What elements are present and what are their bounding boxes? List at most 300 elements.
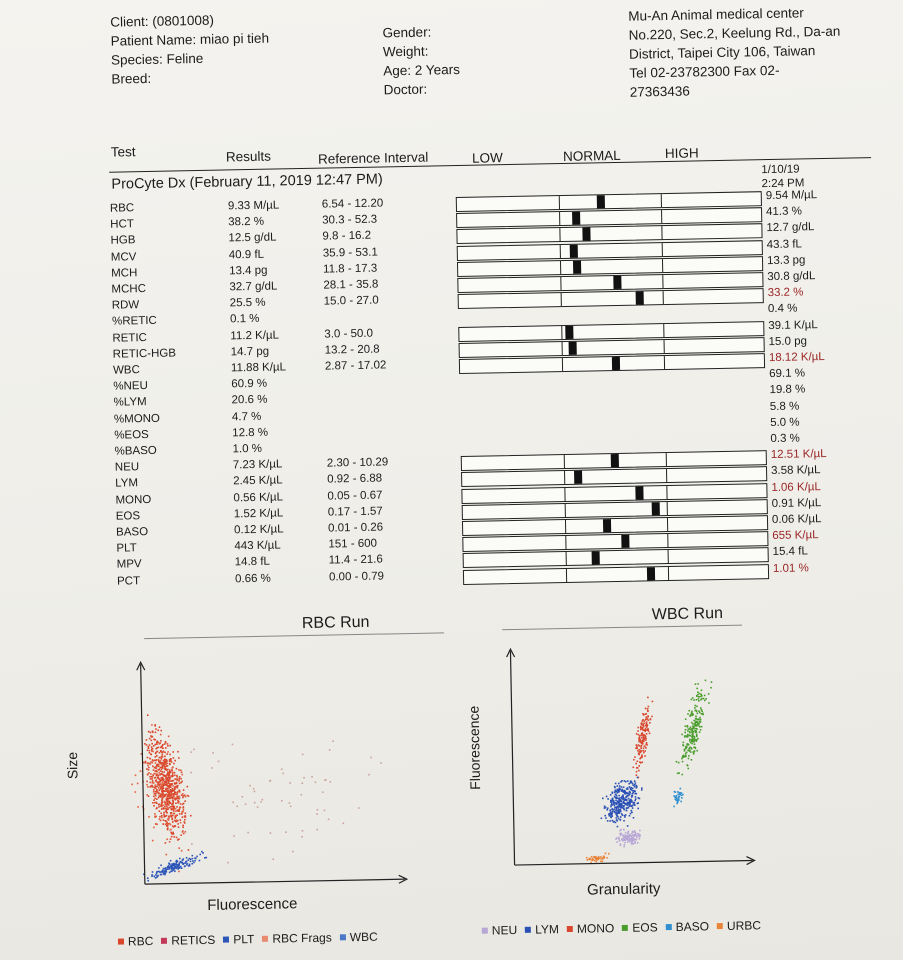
mono-cluster-dot (643, 720, 645, 722)
urbc-cluster-dot (600, 856, 602, 858)
rbc-cluster-dot (161, 800, 163, 802)
rbc-cluster-dot (155, 802, 157, 804)
eos-cluster-dot (701, 690, 703, 692)
lym-cluster-dot (611, 792, 613, 794)
rbc-cluster-dot (168, 815, 170, 817)
lym-cluster-dot (615, 813, 617, 815)
row-previous: 9.54 M/µL (765, 189, 818, 203)
rbc-cluster-dot (151, 724, 153, 726)
rbc-cluster-dot (160, 783, 162, 785)
mono-cluster-dot (634, 756, 636, 758)
plt-cluster-dot (170, 871, 172, 873)
eos-cluster-dot (684, 732, 686, 734)
eos-cluster-dot (693, 741, 695, 743)
eos-cluster-dot (681, 758, 683, 760)
lym-cluster-dot (615, 800, 617, 802)
plt-cluster-dot (186, 857, 188, 859)
eos-cluster-dot (701, 709, 703, 711)
row-result: 40.9 fL (228, 248, 265, 262)
rbc-cluster-dot (170, 786, 172, 788)
mono-cluster-dot (640, 741, 642, 743)
baso-cluster-dot (682, 794, 684, 796)
row-test-name: MCHC (111, 283, 147, 296)
lym-cluster-dot (619, 819, 621, 821)
row-result: 60.9 % (231, 377, 268, 391)
row-previous: 1.01 % (772, 561, 809, 575)
scatter-noise-dot (380, 762, 382, 764)
rbc-cluster-dot (172, 772, 174, 774)
mono-cluster-dot (635, 763, 637, 765)
plt-cluster-dot (179, 862, 181, 864)
rbc-cluster-dot (153, 789, 155, 791)
rbc-cluster-dot (155, 752, 157, 754)
rbc-cluster-dot (155, 732, 157, 734)
rbc-cluster-dot (135, 774, 137, 776)
rbc-cluster-dot (151, 740, 153, 742)
mono-cluster-dot (642, 725, 644, 727)
eos-cluster-dot (700, 699, 702, 701)
rbc-cluster-dot (167, 781, 169, 783)
rbc-cluster-dot (156, 759, 158, 761)
rbc-cluster-dot (153, 799, 155, 801)
plt-cluster-dot (186, 864, 188, 866)
mono-cluster-dot (643, 726, 645, 728)
eos-cluster-dot (698, 698, 700, 700)
eos-cluster-dot (694, 707, 696, 709)
scatter-noise-dot (249, 785, 251, 787)
rbc-cluster-dot (166, 821, 168, 823)
rbc-cluster-dot (169, 775, 171, 777)
urbc-cluster-dot (596, 859, 598, 861)
lym-cluster-dot (622, 795, 624, 797)
mono-cluster-dot (642, 761, 644, 763)
result-marker (647, 567, 655, 580)
plt-cluster-dot (151, 874, 153, 876)
eos-cluster-dot (691, 711, 693, 713)
rbc-cluster-dot (140, 770, 142, 772)
rbc-cluster-dot (151, 746, 153, 748)
scatter-noise-dot (328, 818, 330, 820)
rbc-cluster-dot (157, 729, 159, 731)
rbc-cluster-dot (159, 757, 161, 759)
rbc-cluster-dot (152, 802, 154, 804)
eos-cluster-dot (698, 710, 700, 712)
mono-cluster-dot (646, 721, 648, 723)
range-divider (559, 212, 560, 225)
lym-cluster-dot (615, 822, 617, 824)
rbc-cluster-dot (147, 786, 149, 788)
rbc-cluster-dot (149, 776, 151, 778)
eos-cluster-dot (700, 729, 702, 731)
rbc-cluster-dot (153, 827, 155, 829)
baso-cluster-dot (680, 788, 682, 790)
plt-cluster-dot (167, 868, 169, 870)
mono-cluster-dot (637, 730, 639, 732)
lym-cluster-dot (611, 800, 613, 802)
plt-cluster-dot (189, 858, 191, 860)
rbc-legend-label: PLT (233, 932, 255, 947)
rbc-cluster-dot (155, 767, 157, 769)
lym-cluster-dot (636, 787, 638, 789)
baso-cluster-dot (676, 803, 678, 805)
rbc-cluster-dot (164, 790, 166, 792)
plt-cluster-dot (192, 855, 194, 857)
range-divider (667, 518, 668, 531)
scatter-noise-dot (322, 791, 324, 793)
baso-cluster-dot (676, 797, 678, 799)
lym-cluster-dot (616, 808, 618, 810)
rbc-cluster-dot (172, 783, 174, 785)
gender: Gender: (382, 24, 432, 41)
eos-cluster-dot (699, 693, 701, 695)
neu-cluster-dot (625, 836, 627, 838)
rbc-cluster-dot (159, 779, 161, 781)
lym-cluster-dot (637, 802, 639, 804)
lym-cluster-dot (625, 781, 627, 783)
rbc-cluster-dot (175, 792, 177, 794)
eos-cluster-dot (699, 719, 701, 721)
neu-cluster-dot (631, 836, 633, 838)
rbc-cluster-dot (179, 783, 181, 785)
rbc-run-scatter (110, 639, 415, 905)
lym-cluster-dot (629, 815, 631, 817)
rbc-cluster-dot (174, 787, 176, 789)
mono-cluster-dot (636, 733, 638, 735)
rbc-cluster-dot (146, 739, 148, 741)
rbc-cluster-dot (172, 790, 174, 792)
lym-cluster-dot (627, 802, 629, 804)
lym-cluster-dot (627, 780, 629, 782)
lym-cluster-dot (616, 820, 618, 822)
plt-cluster-dot (157, 875, 159, 877)
eos-cluster-dot (708, 702, 710, 704)
rbc-cluster-dot (159, 726, 161, 728)
eos-cluster-dot (692, 727, 694, 729)
lym-cluster-dot (633, 804, 635, 806)
lym-cluster-dot (606, 796, 608, 798)
plt-cluster-dot (194, 860, 196, 862)
scatter-noise-dot (257, 806, 259, 808)
rbc-cluster-dot (153, 769, 155, 771)
lym-cluster-dot (631, 781, 633, 783)
lym-cluster-dot (641, 787, 643, 789)
rbc-cluster-dot (172, 766, 174, 768)
wbc-legend-item (482, 923, 522, 938)
range-divider (565, 520, 566, 533)
clinic-address-line1: No.220, Sec.2, Keelung Rd., Da-an (628, 23, 841, 43)
plt-cluster-dot (155, 877, 157, 879)
lym-cluster-dot (617, 826, 619, 828)
plt-cluster-dot (178, 864, 180, 866)
eos-cluster-dot (696, 695, 698, 697)
range-divider (564, 488, 565, 501)
rbc-cluster-dot (165, 842, 167, 844)
row-test-name: BASO (116, 526, 149, 539)
lym-cluster-dot (619, 788, 621, 790)
row-reference: 0.00 - 0.79 (328, 570, 385, 584)
row-test-name: RBC (109, 202, 135, 215)
eos-cluster-dot (694, 737, 696, 739)
mono-cluster-dot (639, 751, 641, 753)
rbc-cluster-dot (178, 779, 180, 781)
lym-cluster-dot (616, 785, 618, 787)
baso-cluster-dot (675, 795, 677, 797)
eos-cluster-dot (701, 710, 703, 712)
neu-cluster-dot (634, 841, 636, 843)
rbc-cluster-dot (172, 751, 174, 753)
rbc-cluster-dot (149, 750, 151, 752)
lym-cluster-dot (611, 804, 613, 806)
eos-cluster-dot (699, 717, 701, 719)
mono-cluster-dot (646, 717, 648, 719)
lym-cluster-dot (617, 807, 619, 809)
lym-cluster-dot (621, 803, 623, 805)
rbc-cluster-dot (158, 792, 160, 794)
eos-cluster-dot (691, 743, 693, 745)
rbc-cluster-dot (180, 778, 182, 780)
plt-cluster-dot (170, 860, 172, 862)
doctor: Doctor: (383, 81, 428, 98)
neu-cluster-dot (634, 842, 636, 844)
rbc-cluster-dot (171, 805, 173, 807)
rbc-cluster-dot (154, 725, 156, 727)
mono-cluster-dot (638, 765, 640, 767)
plt-cluster-dot (191, 863, 193, 865)
lym-cluster-dot (612, 811, 614, 813)
lym-cluster-dot (629, 802, 631, 804)
lym-cluster-dot (610, 794, 612, 796)
wbc-y-axis (510, 651, 514, 865)
plt-cluster-dot (152, 871, 154, 873)
mono-cluster-dot (643, 723, 645, 725)
result-marker (603, 519, 611, 532)
rbc-cluster-dot (185, 812, 187, 814)
rbc-cluster-dot (175, 808, 177, 810)
lym-cluster-dot (627, 787, 629, 789)
range-divider (561, 293, 562, 306)
lym-cluster-dot (625, 792, 627, 794)
rbc-cluster-dot (174, 775, 176, 777)
rbc-cluster-dot (157, 784, 159, 786)
eos-cluster-dot (677, 772, 679, 774)
rbc-x-axis (145, 879, 405, 884)
row-previous: 69.1 % (769, 367, 806, 381)
rbc-cluster-dot (163, 814, 165, 816)
scatter-noise-dot (292, 851, 294, 853)
rbc-cluster-dot (166, 812, 168, 814)
plt-cluster-dot (171, 863, 173, 865)
rbc-cluster-dot (137, 783, 139, 785)
neu-cluster-dot (637, 833, 639, 835)
scatter-noise-dot (282, 773, 284, 775)
plt-cluster-dot (182, 863, 184, 865)
eos-cluster-dot (692, 697, 694, 699)
mono-cluster-dot (640, 729, 642, 731)
scatter-noise-dot (245, 803, 247, 805)
rbc-cluster-dot (180, 822, 182, 824)
rbc-cluster-dot (153, 795, 155, 797)
scatter-noise-dot (247, 832, 249, 834)
plt-cluster-dot (174, 870, 176, 872)
eos-cluster-dot (695, 718, 697, 720)
scatter-noise-dot (316, 813, 318, 815)
lym-cluster-dot (609, 820, 611, 822)
rbc-title-rule (144, 632, 444, 639)
rbc-cluster-dot (158, 769, 160, 771)
plt-cluster-dot (204, 857, 206, 859)
rbc-cluster-dot (170, 784, 172, 786)
baso-cluster-dot (679, 794, 681, 796)
plt-cluster-dot (182, 860, 184, 862)
rbc-cluster-dot (173, 836, 175, 838)
rbc-cluster-dot (170, 813, 172, 815)
lym-cluster-dot (632, 790, 634, 792)
mono-cluster-dot (647, 708, 649, 710)
plt-cluster-dot (167, 866, 169, 868)
rbc-cluster-dot (162, 751, 164, 753)
lym-cluster-dot (613, 802, 615, 804)
plt-cluster-dot (190, 861, 192, 863)
row-result: 20.6 % (231, 394, 268, 407)
scatter-noise-dot (191, 843, 193, 845)
rbc-ylabel: Size (63, 751, 81, 780)
rbc-cluster-dot (155, 779, 157, 781)
rbc-cluster-dot (152, 751, 154, 753)
mono-cluster-dot (647, 728, 649, 730)
lym-cluster-dot (630, 800, 632, 802)
rbc-cluster-dot (147, 757, 149, 759)
lym-cluster-dot (615, 794, 617, 796)
range-divider (661, 226, 662, 239)
row-test-name: MCH (111, 266, 138, 280)
rbc-cluster-dot (173, 833, 175, 835)
plt-cluster-dot (179, 867, 181, 869)
rbc-cluster-dot (173, 757, 175, 759)
rbc-cluster-dot (182, 793, 184, 795)
rbc-cluster-dot (158, 766, 160, 768)
rbc-cluster-dot (160, 758, 162, 760)
rbc-cluster-dot (167, 823, 169, 825)
result-marker (613, 276, 621, 289)
neu-cluster-dot (639, 834, 641, 836)
neu-cluster-dot (618, 837, 620, 839)
rbc-cluster-dot (147, 762, 149, 764)
plt-cluster-dot (184, 862, 186, 864)
eos-cluster-dot (693, 720, 695, 722)
rbc-cluster-dot (169, 754, 171, 756)
lym-cluster-dot (622, 814, 624, 816)
urbc-cluster-dot (598, 856, 600, 858)
rbc-cluster-dot (168, 773, 170, 775)
clinic-fax: 27363436 (629, 83, 690, 100)
rbc-cluster-dot (181, 774, 183, 776)
rbc-cluster-dot (148, 767, 150, 769)
rbc-cluster-dot (144, 743, 146, 745)
eos-cluster-dot (696, 739, 698, 741)
eos-cluster-dot (689, 731, 691, 733)
eos-cluster-dot (695, 731, 697, 733)
wbc-x-axis (515, 860, 753, 865)
rbc-cluster-dot (155, 793, 157, 795)
plt-cluster-dot (157, 871, 159, 873)
range-divider (562, 342, 563, 355)
mono-cluster-dot (644, 755, 646, 757)
lym-cluster-dot (620, 799, 622, 801)
scatter-noise-dot (290, 806, 292, 808)
wbc-ylabel: Fluorescence (465, 705, 484, 790)
lym-cluster-dot (601, 817, 603, 819)
row-reference: 15.0 - 27.0 (323, 294, 379, 308)
eos-cluster-dot (688, 744, 690, 746)
mono-cluster-dot (645, 743, 647, 745)
urbc-cluster-dot (608, 853, 610, 855)
col-results: Results (225, 148, 272, 165)
neu-cluster-dot (619, 830, 621, 832)
neu-cluster-dot (623, 844, 625, 846)
row-test-name: RETIC (112, 331, 148, 345)
rbc-cluster-dot (153, 805, 155, 807)
rbc-cluster-dot (147, 714, 149, 716)
lym-cluster-dot (636, 785, 638, 787)
mono-cluster-dot (647, 711, 649, 713)
rbc-cluster-dot (170, 815, 172, 817)
lym-cluster-dot (609, 815, 611, 817)
eos-cluster-dot (691, 699, 693, 701)
mono-cluster-dot (638, 734, 640, 736)
mono-cluster-dot (646, 742, 648, 744)
rbc-cluster-dot (181, 794, 183, 796)
scatter-noise-dot (260, 801, 262, 803)
plt-cluster-dot (199, 854, 201, 856)
range-divider (662, 259, 663, 272)
eos-cluster-dot (687, 768, 689, 770)
scatter-noise-dot (289, 782, 291, 784)
lym-cluster-dot (614, 805, 616, 807)
rbc-cluster-dot (171, 833, 173, 835)
scatter-noise-dot (272, 858, 274, 860)
eos-cluster-dot (689, 750, 691, 752)
rbc-cluster-dot (161, 798, 163, 800)
eos-cluster-dot (696, 688, 698, 690)
eos-cluster-dot (678, 762, 680, 764)
rbc-cluster-dot (162, 765, 164, 767)
lym-cluster-dot (607, 798, 609, 800)
lym-cluster-dot (628, 798, 630, 800)
rbc-cluster-dot (162, 763, 164, 765)
row-previous: 5.0 % (770, 416, 800, 429)
scatter-noise-dot (300, 794, 302, 796)
lym-cluster-dot (614, 787, 616, 789)
plt-cluster-dot (159, 871, 161, 873)
rbc-cluster-dot (181, 772, 183, 774)
range-divider (661, 210, 662, 223)
rbc-cluster-dot (180, 819, 182, 821)
rbc-cluster-dot (172, 797, 174, 799)
previous-date: 1/10/19 (761, 163, 800, 177)
rbc-cluster-dot (160, 813, 162, 815)
scatter-noise-dot (253, 788, 255, 790)
result-marker (611, 454, 619, 467)
row-test-name: RDW (111, 299, 140, 312)
lym-cluster-dot (623, 797, 625, 799)
mono-cluster-dot (652, 701, 654, 703)
mono-cluster-dot (644, 750, 646, 752)
row-test-name: MONO (115, 493, 152, 507)
rbc-cluster-dot (178, 871, 180, 873)
eos-cluster-dot (699, 712, 701, 714)
mono-cluster-dot (635, 744, 637, 746)
range-divider (566, 552, 567, 565)
